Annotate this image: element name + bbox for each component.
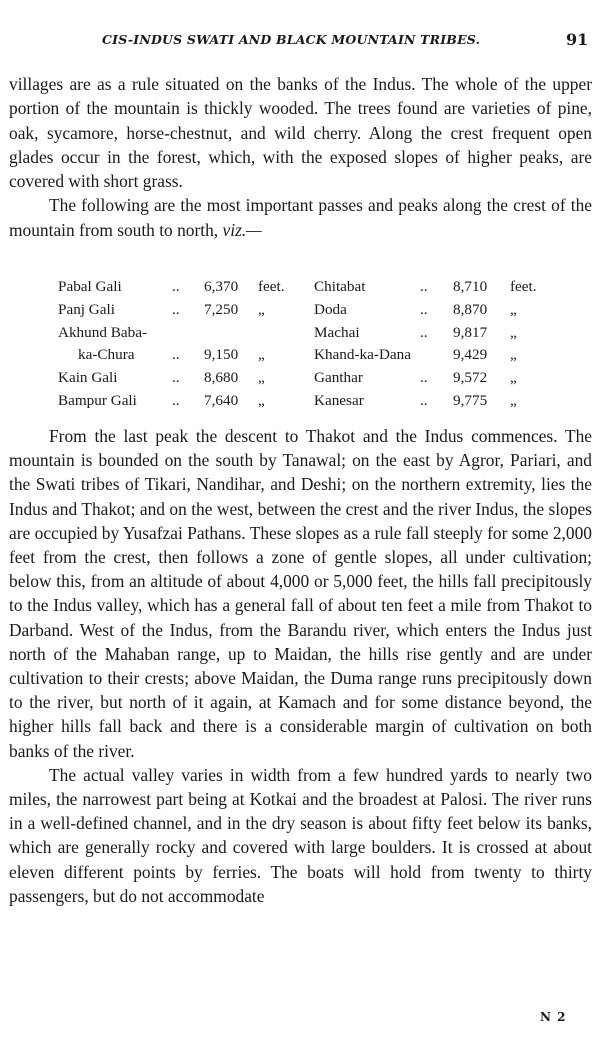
pass-name-continued: ka-Chura [78, 346, 135, 364]
pass-height: 6,370 [204, 278, 239, 295]
pass-height: 8,710 [453, 278, 488, 295]
leader-dots: .. [172, 300, 180, 318]
pass-name: Panj Gali [58, 300, 115, 318]
ditto-mark: „ [510, 369, 517, 387]
running-title: CIS-INDUS SWATI AND BLACK MOUNTAIN TRIBES. [102, 32, 481, 47]
leader-dots: .. [420, 323, 428, 341]
leader-dots: .. [420, 300, 428, 318]
pass-row [58, 322, 290, 345]
paragraph-boundaries: From the last peak the descent to Thakot and the Indus commences. The mountain is bounded on the south by Tanawal; on the east by Agror, Pariari, and the Swati tribes of Tikari, Nandihar, and Deshi; on the northern extremity, lies the Indus and Thakot; and on the west, between the crest and the river Indus, the slopes are occupied by Yusafzai Pathans. These slopes as a rule fall steeply for some 2,000 feet from the crest, then follows a zone of gentle slopes, all under cultivation; below this, from an altitude of about 4,000 or 5,000 feet, the hills fall precipitously to the Indus valley, which has a general fall of about ten feet a mile from Thakot to Darband. West of the Indus, from the Barandu river, which enters the Indus just north of the Mahaban range, up to Maidan, the hills rise gently and are under cultivation to their crests; above Maidan, the Duma range runs precipitously down to the river, but north of it again, at Kamach and for some distance beyond, the higher hills fall back and there is a considerable margin of cultivation on both banks of the river. [9, 426, 592, 761]
pass-name: Chitabat [314, 278, 366, 295]
pass-name: Machai [314, 323, 360, 341]
leader-dots: .. [420, 391, 428, 409]
ditto-mark: „ [510, 323, 517, 341]
pass-name: Doda [314, 300, 347, 318]
ditto-mark: „ [258, 300, 265, 318]
ditto-mark: „ [510, 391, 517, 409]
ditto-mark: „ [510, 300, 517, 318]
pass-row [314, 299, 554, 322]
pass-height: 8,870 [453, 300, 488, 318]
pass-name: Pabal Gali [58, 278, 122, 295]
height-unit: feet. [258, 278, 285, 295]
pass-height: 9,150 [204, 346, 239, 364]
pass-height: 8,680 [204, 369, 239, 387]
ditto-mark: „ [510, 346, 517, 364]
ditto-mark: „ [258, 346, 265, 364]
leader-dots: .. [420, 278, 428, 295]
leader-dots: .. [172, 278, 180, 295]
leader-dots: .. [172, 346, 180, 364]
running-header [0, 30, 600, 52]
ditto-mark: „ [258, 369, 265, 387]
pass-name: Ganthar [314, 369, 363, 387]
pass-row [58, 367, 290, 390]
pass-row [314, 276, 554, 299]
pass-row [58, 299, 290, 322]
leader-dots: .. [420, 369, 428, 387]
page-number: 91 [566, 30, 589, 49]
pass-height: 7,640 [204, 391, 239, 409]
pass-name: Kanesar [314, 391, 364, 409]
passes-column-right [314, 276, 554, 413]
passes-column-left [58, 276, 290, 413]
pass-height: 9,817 [453, 323, 488, 341]
passes-intro-text: The following are the most important passes and peaks along the crest of the mountain from south to north, [9, 195, 592, 240]
pass-height: 7,250 [204, 300, 239, 318]
pass-row [314, 367, 554, 390]
leader-dots: .. [172, 391, 180, 409]
pass-name: Akhund Baba- [58, 323, 147, 341]
viz-abbrev: viz.— [222, 219, 262, 240]
paragraph-valley: The actual valley varies in width from a few hundred yards to nearly two miles, the narrowest part being at Kotkai and the broadest at Palosi. The river runs in a well-defined channel, and in the dry season is about fifty feet below its banks, which are generally rocky and covered with large boulders. It is crossed at about eleven different points by ferries. The boats will hold from twenty to thirty passengers, but do not accommodate [9, 764, 592, 906]
paragraph-vegetation: villages are as a rule situated on the banks of the Indus. The whole of the upper portion of the mountain is thickly wooded. The trees found are varieties of pine, oak, sycamore, horse-chestnut, and wild cherry. Along the crest frequent open glades occur in the forest, which, with the exposed slopes of higher peaks, are covered with short grass. [9, 74, 592, 192]
pass-row [314, 390, 554, 413]
body-text-bottom [9, 424, 592, 908]
pass-row [58, 276, 290, 299]
ditto-mark: „ [258, 391, 265, 409]
signature-mark: N 2 [540, 1010, 567, 1024]
pass-height: 9,775 [453, 391, 488, 409]
pass-name: Bampur Gali [58, 391, 137, 409]
paragraph-passes-intro [9, 193, 592, 242]
pass-name: Khand-ka-Dana [314, 346, 411, 364]
pass-row [314, 322, 554, 345]
pass-height: 9,572 [453, 369, 488, 387]
pass-row [314, 344, 554, 367]
pass-name: Kain Gali [58, 369, 118, 387]
pass-row [58, 344, 290, 367]
pass-height: 9,429 [453, 346, 488, 364]
body-text-top [9, 72, 592, 242]
pass-row [58, 390, 290, 413]
leader-dots: .. [172, 369, 180, 387]
height-unit: feet. [510, 278, 537, 295]
